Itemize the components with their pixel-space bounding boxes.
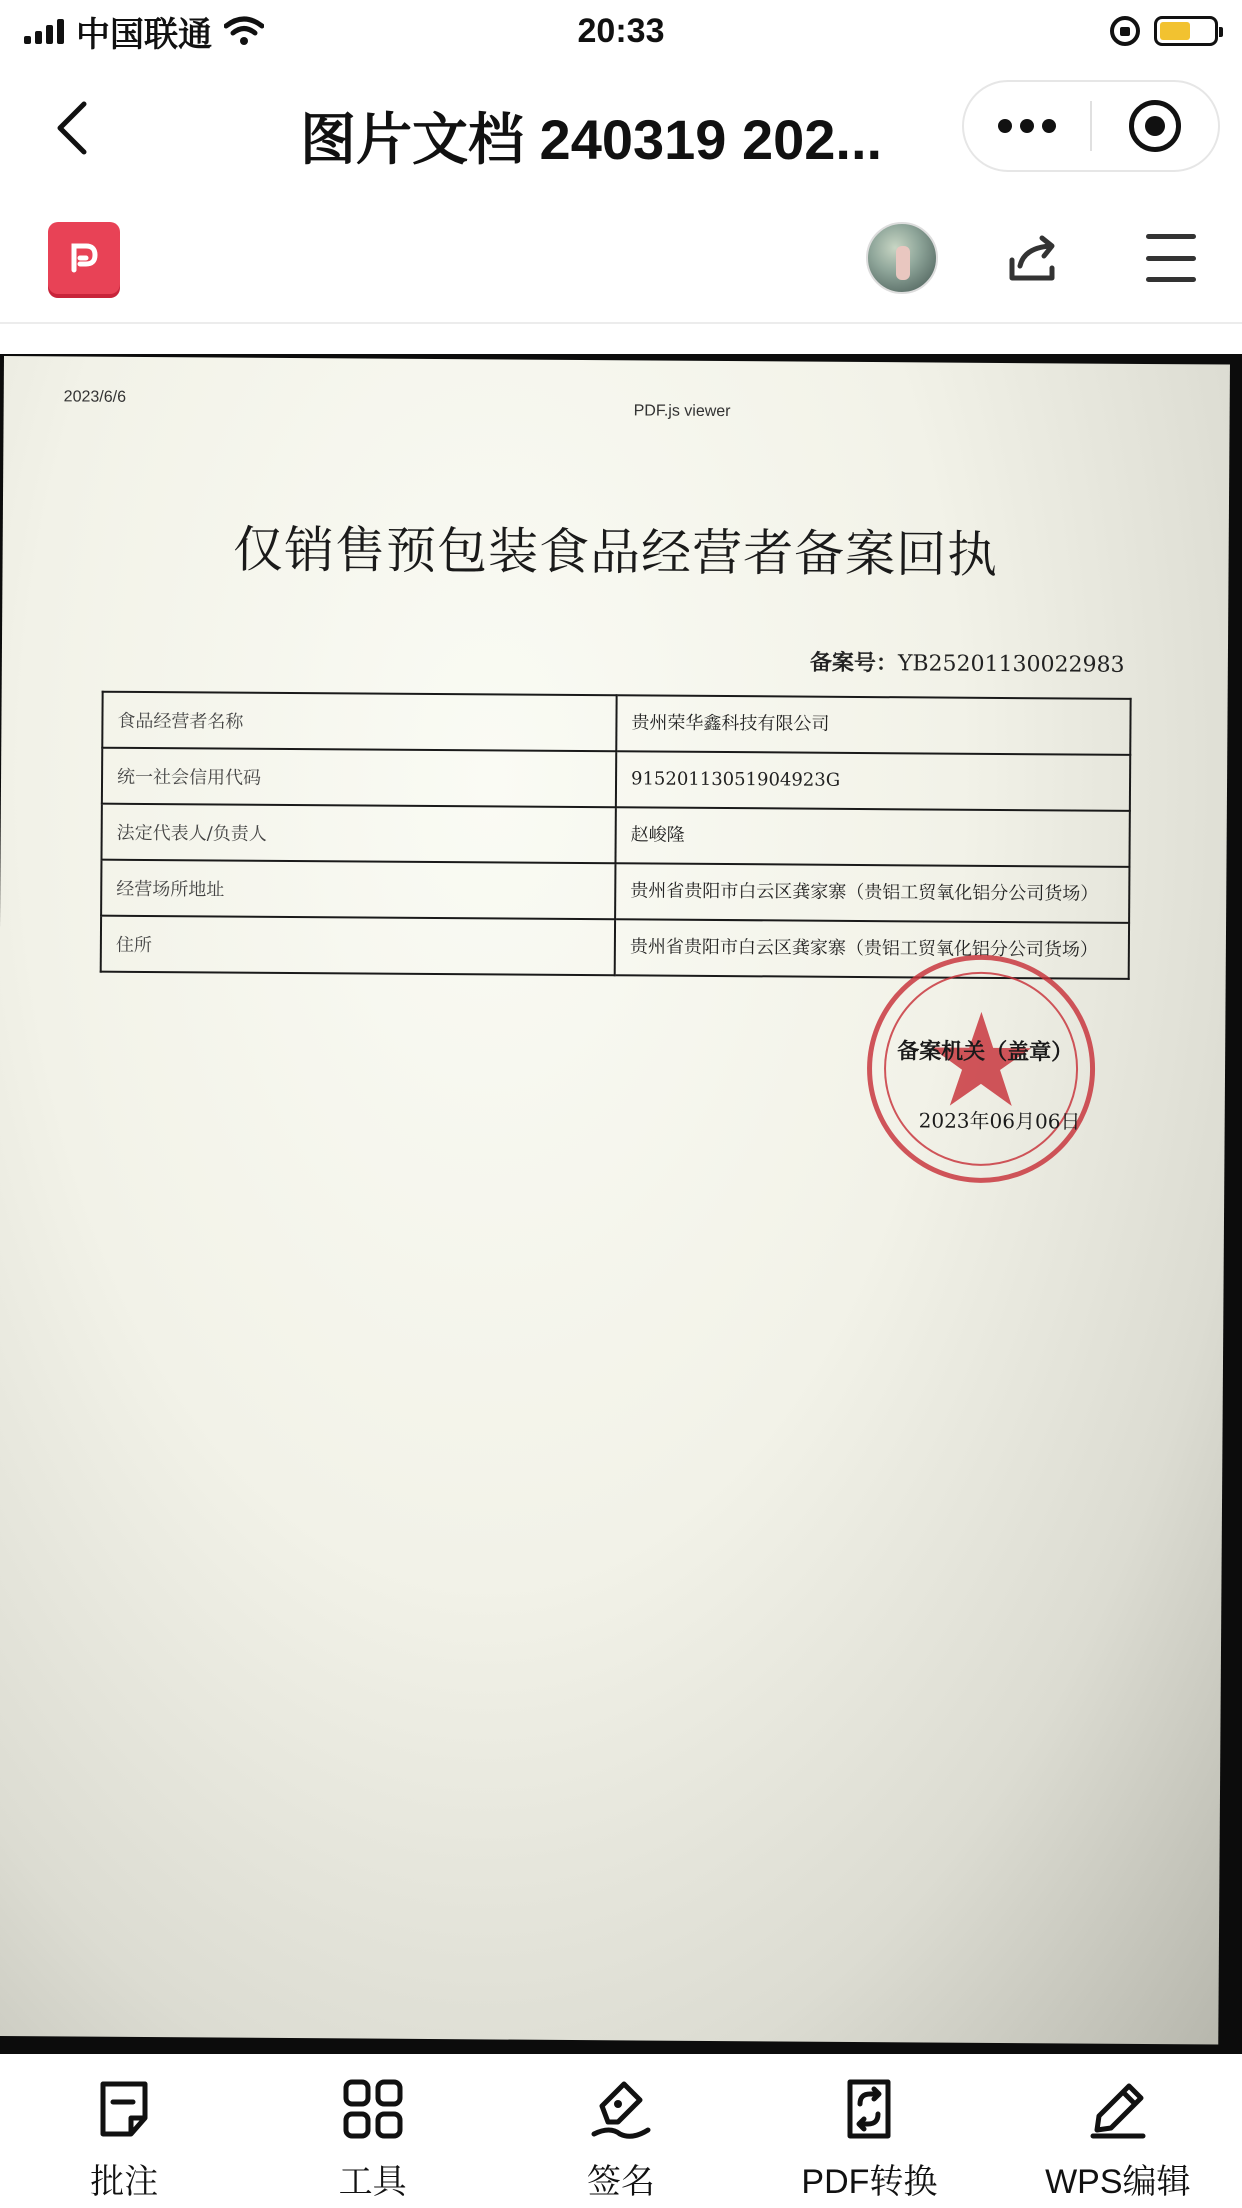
wps-edit-label: WPS编辑	[1045, 2163, 1191, 2201]
info-table	[100, 691, 1132, 980]
share-icon[interactable]	[1006, 230, 1062, 286]
battery-level	[1160, 22, 1190, 40]
filing-agency: 备案机关（盖章）	[897, 1038, 1074, 1066]
record-number-value: YB25201130022983	[897, 651, 1125, 678]
table-row	[101, 860, 1129, 923]
row-label: 统一社会信用代码	[102, 748, 616, 808]
app-toolbar	[0, 192, 1242, 324]
row-label: 食品经营者名称	[102, 692, 616, 752]
seal-star-icon	[871, 959, 1091, 1179]
status-left	[24, 7, 264, 56]
table-row	[101, 804, 1129, 867]
signature-button[interactable]	[497, 2054, 745, 2208]
annotate-label: 批注	[90, 2163, 159, 2201]
menu-icon[interactable]	[1146, 234, 1196, 282]
mini-program-capsule	[962, 80, 1220, 172]
edit-pencil-icon	[1085, 2076, 1151, 2142]
row-value: 91520113051904923G	[616, 751, 1130, 811]
page-title: 图片文档 240319 202...	[300, 108, 883, 171]
row-label: 经营场所地址	[101, 860, 615, 920]
print-date: 2023/6/6	[63, 388, 127, 406]
document-photo	[0, 356, 1230, 2045]
status-time: 20:33	[577, 11, 665, 50]
tools-grid-icon	[340, 2076, 406, 2142]
bottom-toolbar	[0, 2054, 1242, 2208]
pdf-convert-icon	[836, 2076, 902, 2142]
title-bar	[0, 62, 1242, 192]
issue-date: 2023年06月06日	[918, 1108, 1081, 1134]
annotate-button[interactable]	[0, 2054, 248, 2208]
battery-icon	[1154, 16, 1218, 46]
pdf-app-logo	[48, 222, 120, 294]
document-title: 仅销售预包装食品经营者备案回执	[232, 520, 999, 584]
row-value: 贵州省贵阳市白云区龚家寨（贵铝工贸氧化铝分公司货场）	[615, 863, 1129, 923]
table-row	[102, 692, 1130, 755]
official-seal	[866, 954, 1096, 1184]
print-header: PDF.js viewer	[633, 402, 731, 421]
row-value: 贵州荣华鑫科技有限公司	[616, 695, 1130, 755]
annotate-icon	[91, 2076, 157, 2142]
row-label: 住所	[101, 916, 615, 976]
status-right	[1110, 16, 1218, 46]
tools-button[interactable]	[248, 2054, 496, 2208]
avatar[interactable]	[866, 222, 938, 294]
status-bar	[0, 0, 1242, 62]
pdf-convert-label: PDF转换	[801, 2163, 938, 2201]
tools-label: 工具	[338, 2163, 407, 2201]
table-row	[102, 748, 1130, 811]
more-button[interactable]	[964, 82, 1090, 170]
back-arrow-icon[interactable]	[44, 98, 104, 158]
rotation-lock-icon	[1110, 16, 1140, 46]
signal-icon	[24, 18, 64, 44]
more-dots-icon	[998, 119, 1056, 133]
row-value: 赵峻隆	[615, 807, 1129, 867]
wifi-icon	[224, 16, 264, 46]
close-button[interactable]	[1092, 82, 1218, 170]
pdf-logo-icon	[64, 238, 104, 278]
close-target-icon	[1129, 100, 1181, 152]
document-viewer[interactable]	[0, 354, 1242, 2054]
signature-label: 签名	[587, 2163, 656, 2201]
carrier-name: 中国联通	[76, 15, 212, 54]
wps-edit-button[interactable]	[994, 2054, 1242, 2208]
pdf-convert-button[interactable]	[745, 2054, 993, 2208]
row-label: 法定代表人/负责人	[101, 804, 615, 864]
record-number-label: 备案号：	[809, 649, 898, 677]
row-value: 贵州省贵阳市白云区龚家寨（贵铝工贸氧化铝分公司货场）	[615, 919, 1129, 979]
record-number	[810, 646, 1125, 679]
signature-pen-icon	[588, 2076, 654, 2142]
